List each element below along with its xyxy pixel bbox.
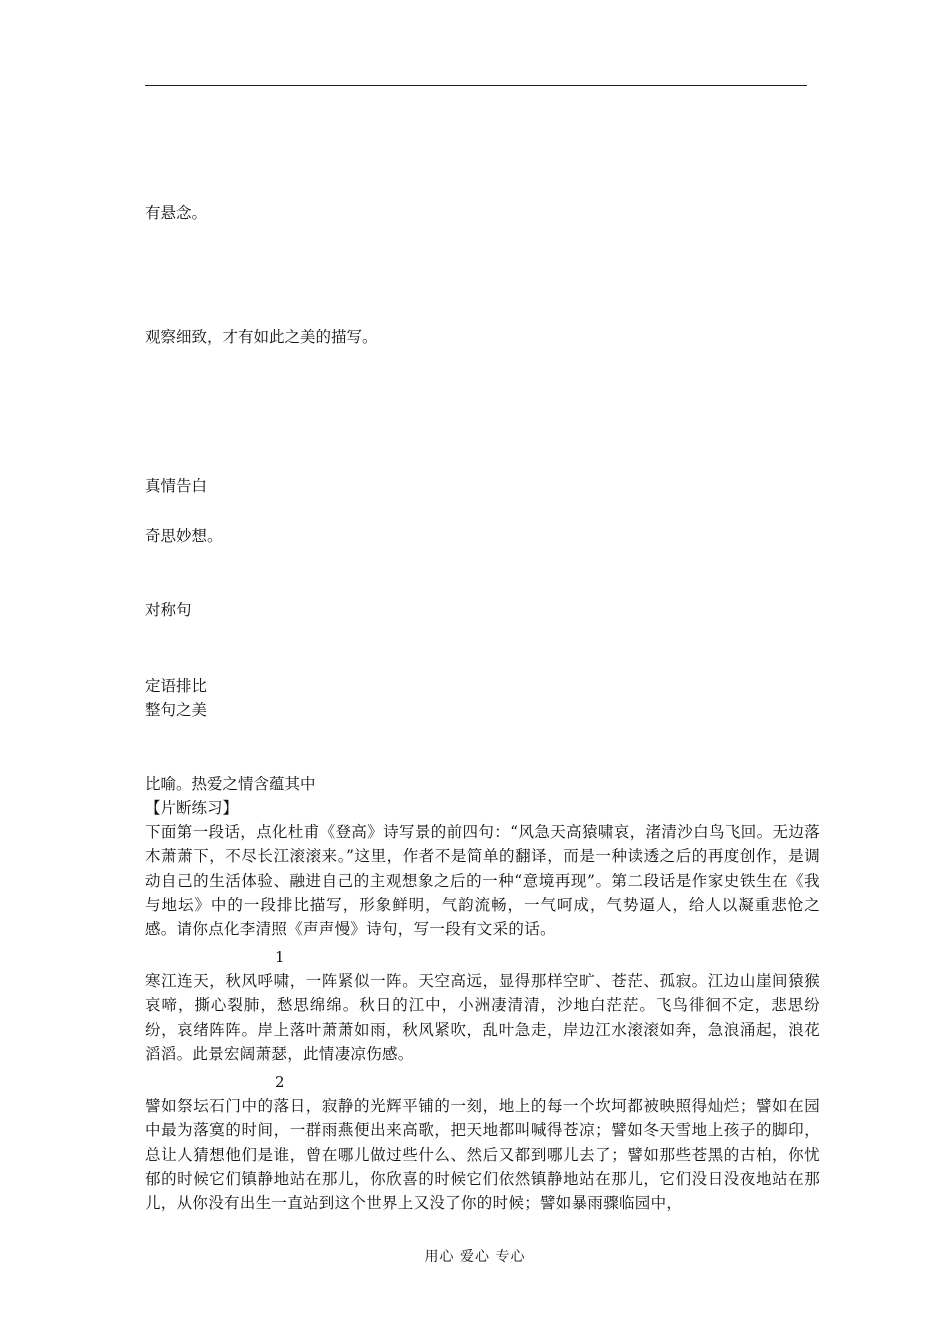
section-heading-practice: 【片断练习】 bbox=[145, 799, 239, 817]
annotation-attributive-parallelism: 定语排比 bbox=[145, 677, 208, 695]
annotation-suspense: 有悬念。 bbox=[145, 204, 208, 222]
annotation-parallel-beauty: 整句之美 bbox=[145, 701, 208, 719]
example-number-2: 2 bbox=[275, 1073, 285, 1091]
header-rule bbox=[145, 85, 807, 86]
annotation-imagination: 奇思妙想。 bbox=[145, 527, 223, 545]
annotation-metaphor: 比喻。热爱之情含蕴其中 bbox=[145, 775, 316, 793]
example-paragraph-1: 寒江连天，秋风呼啸，一阵紧似一阵。天空高远，显得那样空旷、苍茫、孤寂。江边山崖间猿猴哀啼，撕心裂肺，愁思绵绵。秋日的江中，小洲凄清清，沙地白茫茫。飞鸟徘徊不定，悲思纷纷，哀绪阵阵。岸上落叶萧萧如雨，秋风紧吹，乱叶急走，岸边江水滚滚如奔，急浪涌起，浪花滔滔。此景宏阔萧瑟，此情凄凉伤感。 bbox=[145, 972, 820, 1063]
intro-paragraph: 下面第一段话，点化杜甫《登高》诗写景的前四句：“风急天高猿啸哀，渚清沙白鸟飞回。无边落木萧萧下，不尽长江滚滚来。”这里，作者不是简单的翻译，而是一种读透之后的再度创作，是调动自己的生活体验、融进自己的主观想象之后的一种“意境再现”。第二段话是作家史铁生在《我与地坛》中的一段排比描写，形象鲜明，气韵流畅，一气呵成，气势逼人，给人以凝重悲怆之感。请你点化李清照《声声慢》诗句，写一段有文采的话。 bbox=[145, 823, 820, 939]
example-number-1: 1 bbox=[275, 948, 285, 966]
annotation-symmetry: 对称句 bbox=[145, 601, 192, 619]
annotation-observation: 观察细致，才有如此之美的描写。 bbox=[145, 328, 378, 346]
page-footer: 用心 爱心 专心 bbox=[424, 1249, 526, 1265]
annotation-confession: 真情告白 bbox=[145, 477, 208, 495]
example-paragraph-2: 譬如祭坛石门中的落日，寂静的光辉平铺的一刻，地上的每一个坎坷都被映照得灿烂；譬如在园中最为落寞的时间，一群雨燕便出来高歌，把天地都叫喊得苍凉；譬如冬天雪地上孩子的脚印，总让人猜想他们是谁，曾在哪儿做过些什么、然后又都到哪儿去了；譬如那些苍黑的古柏，你忧郁的时候它们镇静地站在那儿，你欣喜的时候它们依然镇静地站在那儿，它们没日没夜地站在那儿，从你没有出生一直站到这个世界上又没了你的时候；譬如暴雨骤临园中， bbox=[145, 1097, 820, 1213]
